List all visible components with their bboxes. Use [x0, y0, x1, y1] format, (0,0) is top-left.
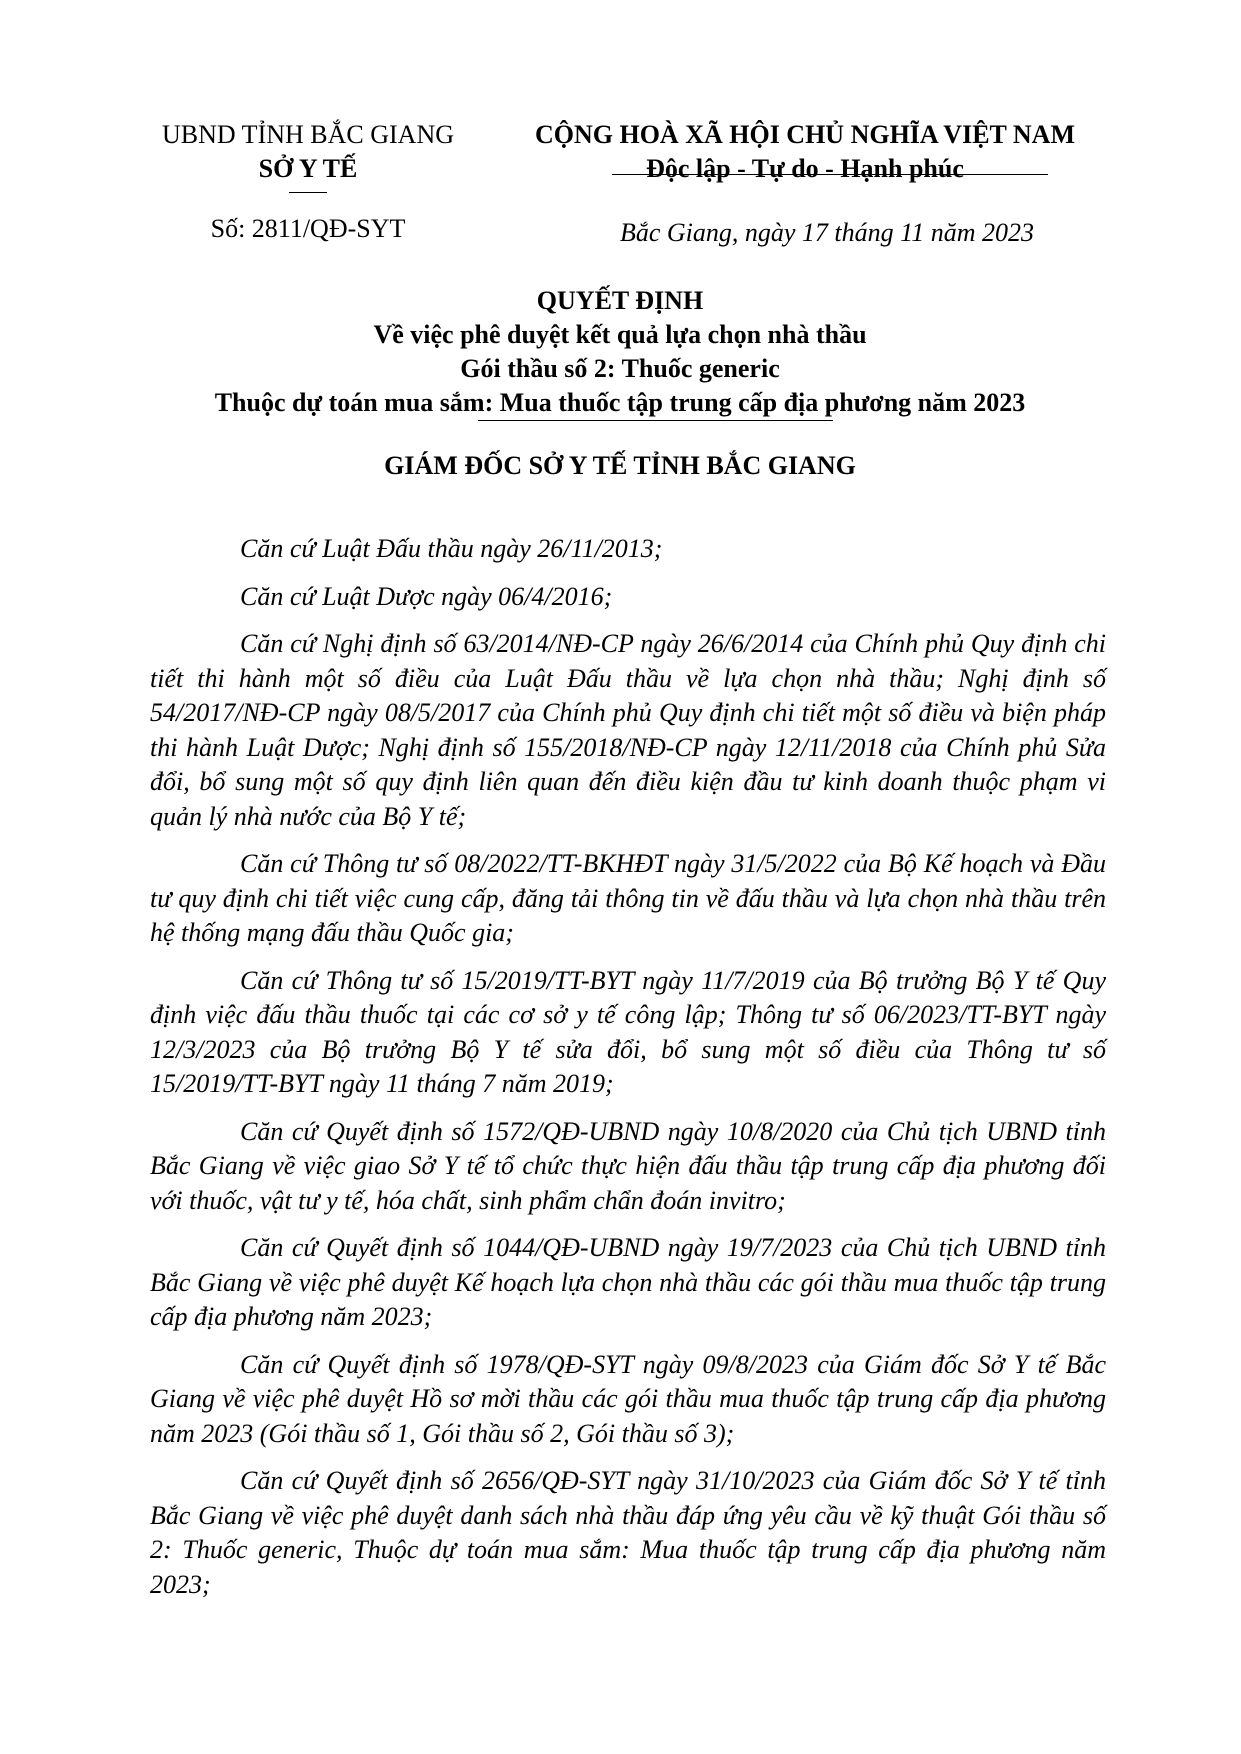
basis-paragraph: Căn cứ Thông tư số 15/2019/TT-BYT ngày 11/7/2019 của Bộ trưởng Bộ Y tế Quy định việc đấu thầu thuốc tại các cơ sở y tế công lập; Thông tư số 06/2023/TT-BYT ngày 12/3/2023 của Bộ trưởng Bộ Y tế sửa đổi, bổ sung một số điều của Thông tư số 15/2019/TT-BYT ngày 11 tháng 7 năm 2019; [150, 965, 1106, 1098]
basis-paragraph: Căn cứ Luật Đấu thầu ngày 26/11/2013; [240, 534, 663, 563]
basis-paragraph: Căn cứ Thông tư số 08/2022/TT-BKHĐT ngày 31/5/2022 của Bộ Kế hoạch và Đầu tư quy định chi tiết việc cung cấp, đăng tải thông tin về đấu thầu và lựa chọn nhà thầu trên hệ thống mạng đấu thầu Quốc gia; [150, 849, 1106, 947]
national-header [505, 118, 1105, 186]
title-underline [478, 420, 833, 421]
title-line-1: Về việc phê duyệt kết quả lựa chọn nhà thầu [373, 320, 867, 349]
title-line-3: Thuộc dự toán mua sắm: Mua thuốc tập trung cấp địa phương năm 2023 [214, 388, 1026, 417]
basis-paragraph: Căn cứ Quyết định số 1572/QĐ-UBND ngày 10/8/2020 của Chủ tịch UBND tỉnh Bắc Giang về việc giao Sở Y tế tổ chức thực hiện đấu thầu tập trung cấp địa phương đối với thuốc, vật tư y tế, hóa chất, sinh phẩm chẩn đoán invitro; [150, 1116, 1106, 1215]
place-date: Bắc Giang, ngày 17 tháng 11 năm 2023 [619, 218, 1035, 247]
decision-title [120, 284, 1120, 420]
basis-paragraph: Căn cứ Quyết định số 2656/QĐ-SYT ngày 31/10/2023 của Giám đốc Sở Y tế tỉnh Bắc Giang về việc phê duyệt danh sách nhà thầu đáp ứng yêu cầu về kỹ thuật Gói thầu số 2: Thuốc generic, Thuộc dự toán mua sắm: Mua thuốc tập trung cấp địa phương năm 2023; [150, 1466, 1106, 1599]
doc-type: QUYẾT ĐỊNH [536, 286, 704, 315]
legal-bases [150, 532, 1106, 1615]
issuer-agency: UBND TỈNH BẮC GIANG [161, 120, 455, 149]
basis-paragraph: Căn cứ Quyết định số 1978/QĐ-SYT ngày 09/8/2023 của Giám đốc Sở Y tế Bắc Giang về việc phê duyệt Hồ sơ mời thầu các gói thầu mua thuốc tập trung cấp địa phương năm 2023 (Gói thầu số 1, Gói thầu số 2, Gói thầu số 3); [150, 1349, 1106, 1448]
title-line-2: Gói thầu số 2: Thuốc generic [460, 354, 780, 383]
issuer-department: SỞ Y TẾ [258, 154, 358, 183]
basis-paragraph: Căn cứ Quyết định số 1044/QĐ-UBND ngày 19/7/2023 của Chủ tịch UBND tỉnh Bắc Giang về việc phê duyệt Kế hoạch lựa chọn nhà thầu các gói thầu mua thuốc tập trung cấp địa phương năm 2023; [150, 1233, 1106, 1331]
basis-paragraph: Căn cứ Nghị định số 63/2014/NĐ-CP ngày 26/6/2014 của Chính phủ Quy định chi tiết thi hành một số điều của Luật Đấu thầu về lựa chọn nhà thầu; Nghị định số 54/2017/NĐ-CP ngày 08/5/2017 của Chính phủ Quy định chi tiết một số điều và biện pháp thi hành Luật Dược; Nghị định số 155/2018/NĐ-CP ngày 12/11/2018 của Chính phủ Sửa đổi, bổ sung một số quy định liên quan đến điều kiện đầu tư kinh doanh thuộc phạm vi quản lý nhà nước của Bộ Y tế; [150, 629, 1106, 831]
basis-paragraph: Căn cứ Luật Dược ngày 06/4/2016; [240, 581, 613, 611]
country-name: CỘNG HOÀ XÃ HỘI CHỦ NGHĨA VIỆT NAM [534, 120, 1076, 149]
issuer-block [148, 118, 468, 193]
motto-underline [612, 174, 1048, 175]
authority-heading: GIÁM ĐỐC SỞ Y TẾ TỈNH BẮC GIANG [384, 451, 856, 480]
issuer-underline [289, 192, 327, 193]
national-motto: Độc lập - Tự do - Hạnh phúc [646, 154, 964, 183]
document-number: Số: 2811/QĐ-SYT [210, 214, 406, 243]
